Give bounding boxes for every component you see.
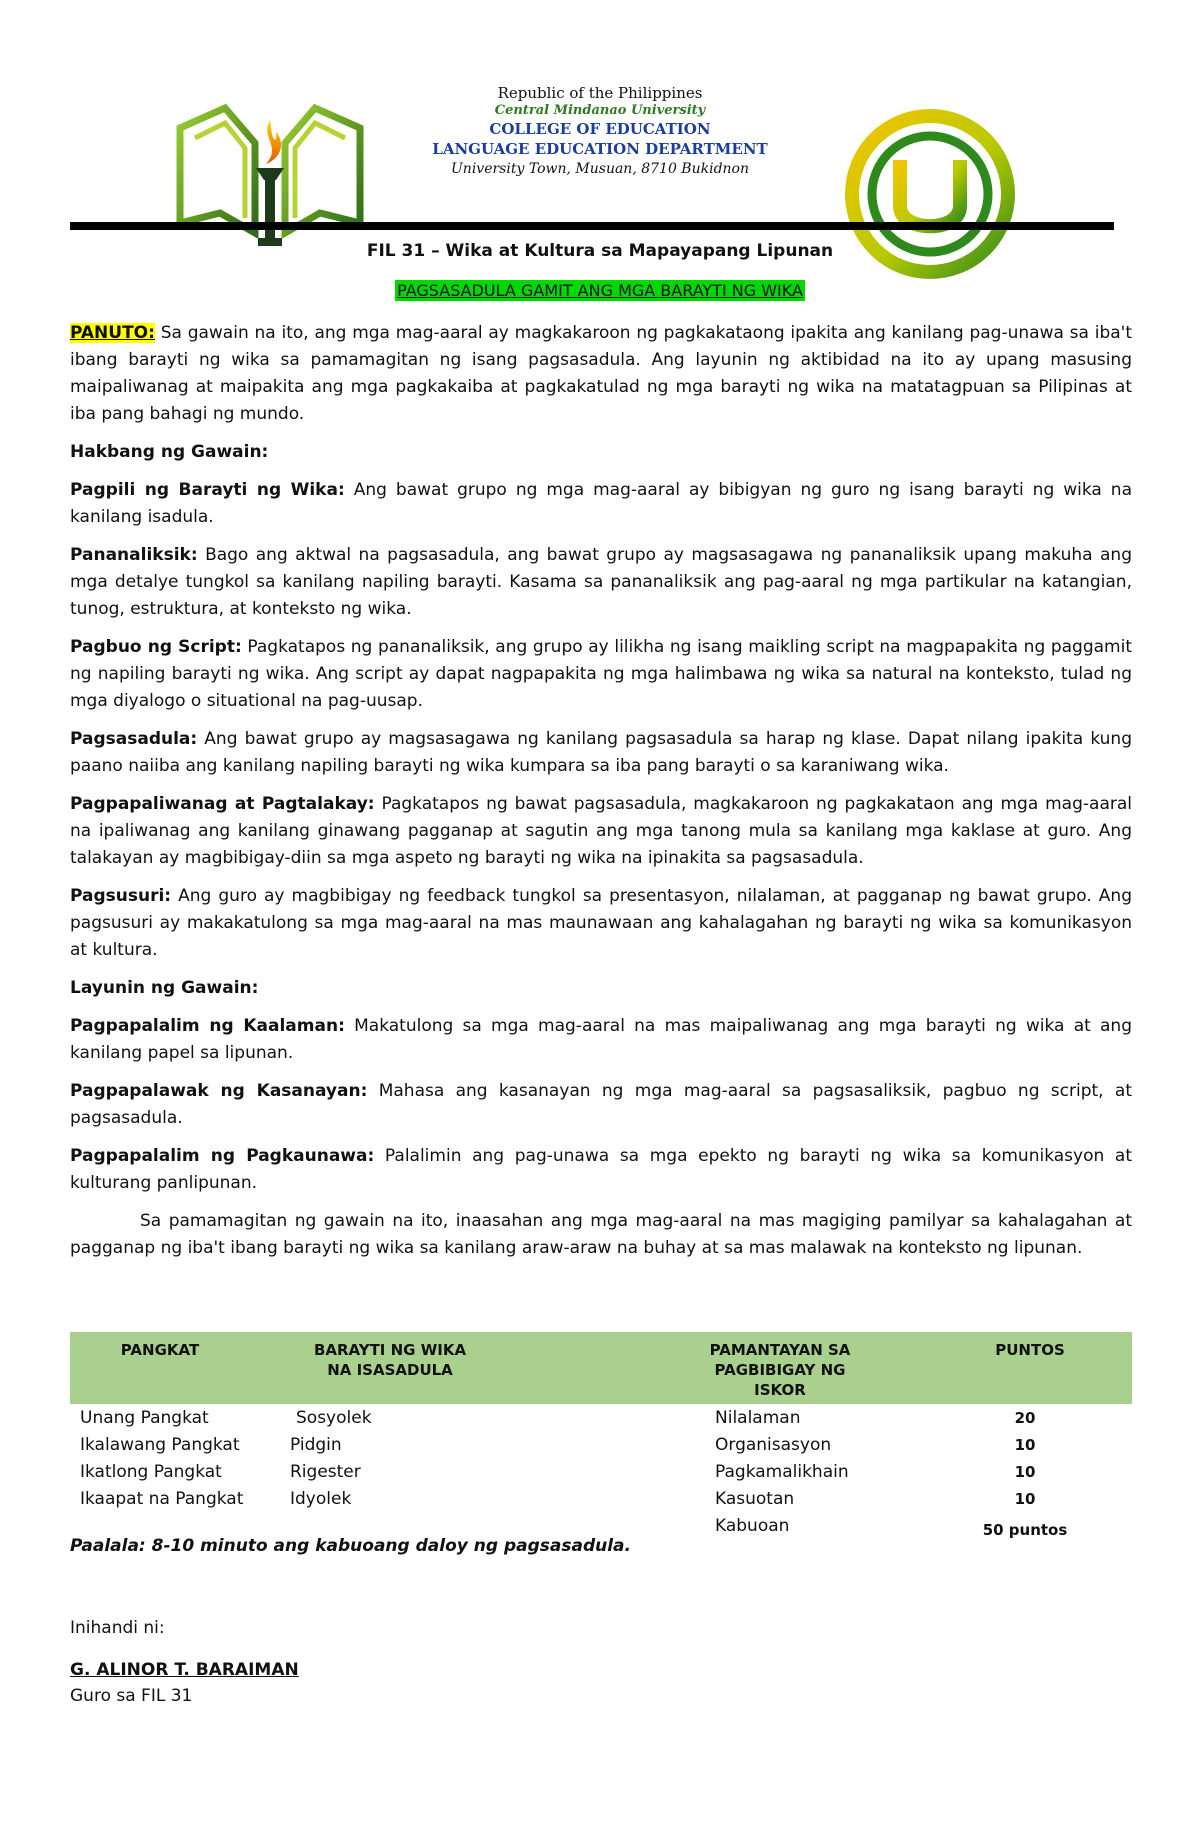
- cell-pamantayan: Organisasyon: [715, 1435, 832, 1455]
- header-pangkat: PANGKAT: [120, 1341, 200, 1359]
- hakbang-text: Ang guro ay magbibigay ng feedback tungkol sa presentasyon, nilalaman, at pagganap ng bawat grupo. Ang pagsusuri ay makakatulong sa mga mag-aaral na mas maunawaan ang kahalagahan ng barayti ng wika sa komunikasyon at kultura.: [70, 886, 1132, 960]
- cell-barayti: Pidgin: [290, 1435, 342, 1455]
- table-row: [70, 1431, 1132, 1458]
- header-barayti-line1: BARAYTI NG WIKA: [313, 1341, 467, 1359]
- hakbang-term: Pagsasadula:: [70, 729, 198, 749]
- instructions-body: [70, 320, 1132, 1262]
- cell-puntos: 20: [1014, 1409, 1036, 1427]
- layunin-term: Pagpapalalim ng Pagkaunawa:: [70, 1146, 375, 1166]
- header-divider: [70, 222, 1114, 230]
- layunin-item: [70, 1078, 1132, 1132]
- signer-role: Guro sa FIL 31: [70, 1686, 193, 1706]
- hakbang-text: Pagkatapos ng bawat pagsasadula, magkakaroon ng pagkakataon ang mga mag-aaral na ipaliwanag ang kanilang ginawang pagganap at sagutin ang mga tanong mula sa kanilang mga kaklase at guro. Ang talakayan ay magbibigay-diin sa mga aspeto ng barayti ng wika na ipinakita sa pagsasadula.: [70, 794, 1132, 868]
- table-row: [70, 1458, 1132, 1485]
- layunin-item: [70, 1013, 1132, 1067]
- header-pamantayan-line1: PAMANTAYAN SA: [709, 1341, 851, 1359]
- cell-pamantayan: Nilalaman: [715, 1408, 801, 1428]
- hakbang-term: Pagbuo ng Script:: [70, 637, 242, 657]
- layunin-heading: Layunin ng Gawain:: [70, 978, 259, 998]
- layunin-item: [70, 1143, 1132, 1197]
- hakbang-item: [70, 791, 1132, 872]
- panuto-paragraph: [70, 320, 1132, 428]
- hakbang-term: Pagpili ng Barayti ng Wika:: [70, 480, 345, 500]
- layunin-term: Pagpapalawak ng Kasanayan:: [70, 1081, 368, 1101]
- hakbang-heading: Hakbang ng Gawain:: [70, 442, 269, 462]
- signer-name: G. ALINOR T. BARAIMAN: [70, 1660, 299, 1680]
- course-title: FIL 31 – Wika at Kultura sa Mapayapang Lipunan: [366, 241, 834, 261]
- cell-puntos: 10: [1014, 1463, 1036, 1481]
- panuto-label: PANUTO:: [70, 323, 155, 343]
- header-pamantayan-line2: PAGBIBIGAY NG: [714, 1361, 846, 1379]
- cell-barayti: Idyolek: [290, 1489, 352, 1509]
- layunin-text: Makatulong sa mga mag-aaral na mas maipaliwanag ang mga barayti ng wika at ang kanilang papel sa lipunan.: [70, 1016, 1133, 1063]
- cell-puntos: 10: [1014, 1436, 1036, 1454]
- paalala-note: Paalala: 8-10 minuto ang kabuoang daloy ng pagsasadula.: [70, 1536, 631, 1556]
- cell-barayti: Rigester: [290, 1462, 361, 1482]
- cell-pamantayan: Kasuotan: [715, 1489, 795, 1509]
- hakbang-item: [70, 634, 1132, 715]
- hakbang-term: Pagsusuri:: [70, 886, 172, 906]
- cell-pangkat: Unang Pangkat: [80, 1408, 209, 1428]
- hakbang-item: [70, 477, 1132, 531]
- header-barayti-line2: NA ISASADULA: [327, 1361, 453, 1379]
- hakbang-text: Pagkatapos ng pananaliksik, ang grupo ay lilikha ng isang maikling script na magpapakita ng paggamit ng napiling barayti ng wika. Ang script ay dapat nagpapakita ng mga halimbawa ng wika sa natural na konteksto, tulad ng mga diyalogo o situational na pag-uusap.: [70, 637, 1133, 711]
- republic-line: Republic of the Philippines: [497, 84, 703, 102]
- cell-puntos: 10: [1014, 1490, 1036, 1508]
- header-puntos: PUNTOS: [995, 1341, 1065, 1359]
- hakbang-text: Ang bawat grupo ay magsasagawa ng kanilang pagsasadula sa harap ng klase. Dapat nilang ipakita kung paano naiiba ang kanilang napiling barayti ng wika kumpara sa iba pang barayti o sa karaniwang wika.: [70, 729, 1132, 776]
- hakbang-text: Ang bawat grupo ng mga mag-aaral ay bibigyan ng guro ng isang barayti ng wika na kanilang isadula.: [70, 480, 1132, 527]
- layunin-term: Pagpapalalim ng Kaalaman:: [70, 1016, 345, 1036]
- activity-title: [0, 281, 1200, 300]
- cell-pamantayan: Pagkamalikhain: [715, 1462, 849, 1482]
- layunin-text: Palalimin ang pag-unawa sa mga epekto ng barayti ng wika sa komunikasyon at kulturang panlipunan.: [70, 1146, 1132, 1193]
- header-barayti: [290, 1340, 490, 1380]
- prepared-by-label: Inihandi ni:: [70, 1618, 165, 1638]
- hakbang-item: [70, 883, 1132, 964]
- conclusion-paragraph: Sa pamamagitan ng gawain na ito, inaasahan ang mga mag-aaral na mas magiging pamilyar sa kahalagahan at pagganap ng iba't ibang barayti ng wika sa kanilang araw-araw na buhay at sa mas malawak na konteksto ng lipunan.: [70, 1211, 1132, 1258]
- hakbang-term: Pananaliksik:: [70, 545, 198, 565]
- cell-pangkat: Ikalawang Pangkat: [80, 1435, 240, 1455]
- letterhead: [400, 84, 800, 179]
- table-row: [70, 1404, 1132, 1431]
- header-pamantayan-line3: ISKOR: [754, 1381, 806, 1399]
- department-name: LANGUAGE EDUCATION DEPARTMENT: [432, 140, 768, 158]
- university-name: Central Mindanao University: [494, 103, 706, 118]
- panuto-text: Sa gawain na ito, ang mga mag-aaral ay magkakaroon ng pagkakataong ipakita ang kanilang pag-unawa sa iba't ibang barayti ng wika sa pamamagitan ng isang pagsasadula. Ang layunin ng aktibidad na ito ay upang masusing maipaliwanag at maipakita ang mga pagkakaiba at pagkakatulad ng mga barayti ng wika na matatagpuan sa Pilipinas at iba pang bahagi ng mundo.: [70, 323, 1132, 424]
- table-row: [70, 1485, 1132, 1512]
- cell-pangkat: Ikatlong Pangkat: [80, 1462, 222, 1482]
- cell-pangkat: Ikaapat na Pangkat: [80, 1489, 244, 1509]
- hakbang-item: [70, 726, 1132, 780]
- table-row-total: [70, 1512, 1132, 1539]
- hakbang-item: [70, 542, 1132, 623]
- hakbang-term: Pagpapaliwanag at Pagtalakay:: [70, 794, 375, 814]
- cell-barayti: Sosyolek: [296, 1408, 372, 1428]
- cell-pamantayan-total: Kabuoan: [715, 1516, 790, 1536]
- table-header-row: [70, 1332, 1132, 1404]
- college-name: COLLEGE OF EDUCATION: [489, 120, 711, 138]
- address-line: University Town, Musuan, 8710 Bukidnon: [451, 161, 749, 177]
- score-table: [70, 1332, 1132, 1539]
- hakbang-text: Bago ang aktwal na pagsasadula, ang bawat grupo ay magsasagawa ng pananaliksik upang makuha ang mga detalye tungkol sa kanilang napiling barayti. Kasama sa pananaliksik ang pag-aaral ng mga partikular na katangian, tunog, estruktura, at konteksto ng wika.: [70, 545, 1132, 619]
- layunin-text: Mahasa ang kasanayan ng mga mag-aaral sa pagsasaliksik, pagbuo ng script, at pagsasadula.: [70, 1081, 1132, 1128]
- header-pamantayan: [690, 1340, 870, 1400]
- activity-title-text: PAGSASADULA GAMIT ANG MGA BARAYTI NG WIKA: [397, 281, 803, 300]
- cell-puntos-total: 50 puntos: [982, 1521, 1068, 1539]
